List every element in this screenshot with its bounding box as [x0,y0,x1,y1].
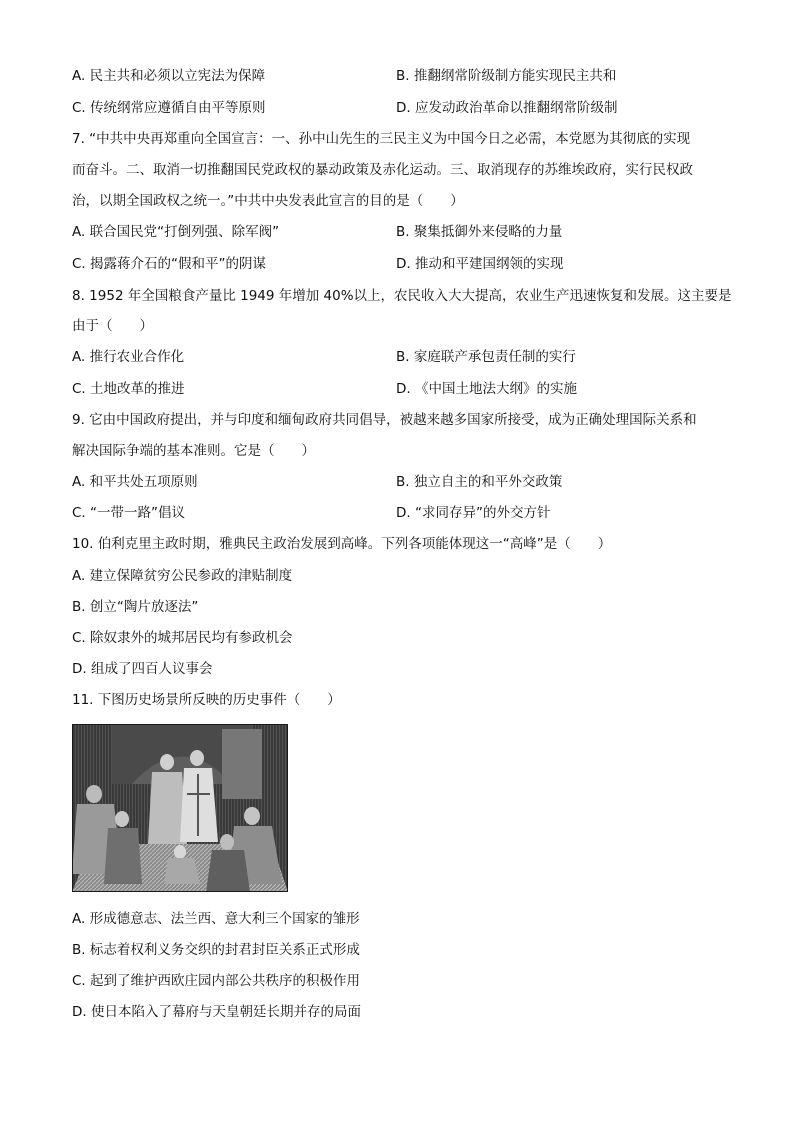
q11-option-a: A. 形成德意志、法兰西、意大利三个国家的雏形 [72,911,360,927]
q10-option-d: D. 组成了四百人议事会 [72,661,213,677]
q9-option-d: D. “求同存异”的外交方针 [396,505,551,521]
q10-option-c: C. 除奴隶外的城邦居民均有参政机会 [72,630,293,646]
q7-option-b: B. 聚集抵御外来侵略的力量 [396,224,563,240]
q10-stem-line-1: 10. 伯利克里主政时期，雅典民主政治发展到高峰。下列各项能体现这一“高峰”是（ ） [72,536,612,552]
q8-option-a: A. 推行农业合作化 [72,349,185,365]
q8-option-d: D. 《中国土地法大纲》的实施 [396,381,577,397]
q9-stem-line-1: 9. 它由中国政府提出，并与印度和缅甸政府共同倡导，被越来越多国家所接受，成为正确处理国际关系和 [72,412,697,428]
q9-option-b: B. 独立自主的和平外交政策 [396,474,563,490]
historical-engraving-image [72,724,288,892]
q11-option-c: C. 起到了维护西欧庄园内部公共秩序的积极作用 [72,973,361,989]
q11-stem-line-1: 11. 下图历史场景所反映的历史事件（ ） [72,692,341,708]
q9-stem-line-2: 解决国际争端的基本准则。它是（ ） [72,443,315,459]
q8-stem-line-2: 由于（ ） [72,318,153,334]
q8-stem-line-1: 8. 1952 年全国粮食产量比 1949 年增加 40%以上，农民收入大大提高，农业生产迅速恢复和发展。这主要是 [72,288,732,304]
q6-option-d: D. 应发动政治革命以推翻纲常阶级制 [396,100,618,116]
q7-option-a: A. 联合国民党“打倒列强、除军阀” [72,224,280,240]
q7-stem-line-1: 7. “中共中央再郑重向全国宣言：一、孙中山先生的三民主义为中国今日之必需，本党愿为其彻底的实现 [72,131,691,147]
q11-option-b: B. 标志着权利义务交织的封君封臣关系正式形成 [72,942,360,958]
engraving-illustration [72,724,288,892]
q7-stem-line-3: 治，以期全国政权之统一。”中共中央发表此宣言的目的是（ ） [72,193,464,209]
q9-option-c: C. “一带一路”倡议 [72,505,185,521]
q7-option-c: C. 揭露蒋介石的“假和平”的阴谋 [72,256,266,272]
q7-option-d: D. 推动和平建国纲领的实现 [396,256,564,272]
q6-option-c: C. 传统纲常应遵循自由平等原则 [72,100,266,116]
q6-option-a: A. 民主共和必须以立宪法为保障 [72,68,266,84]
q7-stem-line-2: 而奋斗。二、取消一切推翻国民党政权的暴动政策及赤化运动。三、取消现存的苏维埃政府，实行民权政 [72,162,693,178]
q8-option-c: C. 土地改革的推进 [72,381,185,397]
q8-option-b: B. 家庭联产承包责任制的实行 [396,349,576,365]
q11-option-d: D. 使日本陷入了幕府与天皇朝廷长期并存的局面 [72,1004,361,1020]
q10-option-a: A. 建立保障贫穷公民参政的津贴制度 [72,568,293,584]
q6-option-b: B. 推翻纲常阶级制方能实现民主共和 [396,68,617,84]
q9-option-a: A. 和平共处五项原则 [72,474,198,490]
q10-option-b: B. 创立“陶片放逐法” [72,599,199,615]
